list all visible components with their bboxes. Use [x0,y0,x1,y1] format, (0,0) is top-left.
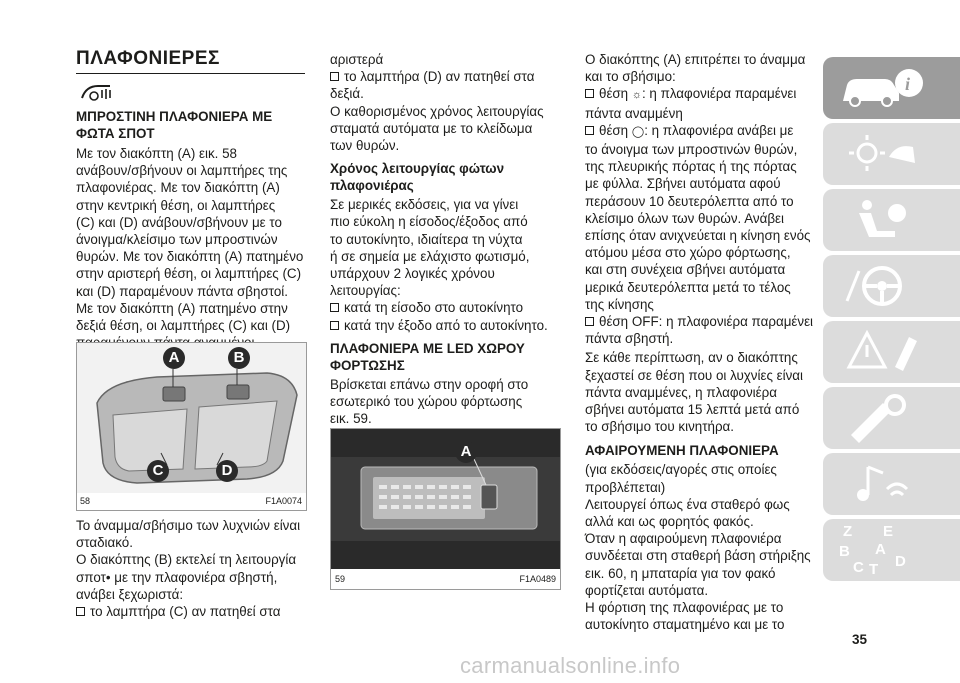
figure-code: F1A0489 [519,574,556,584]
text-line: κλείσιμο όλων των θυρών. Ανάβει [585,210,784,226]
text-line: μερικά δευτερόλεπτα μετά το τέλος [585,279,791,295]
text-line: Λειτουργεί όπως ένα σταθερό φως [585,496,790,512]
figure-code: F1A0074 [265,496,302,506]
callout-b: B [228,347,250,369]
index-letter: E [883,523,894,540]
multimedia-icon [837,459,927,509]
text-line: λειτουργίας: [330,283,401,299]
index-letter: C [853,559,864,576]
text-line: Ο καθορισμένος χρόνος λειτουργίας [330,103,544,119]
text-line: συνδέεται στη σταθερή βάση στήριξης [585,548,811,564]
bullet-item: το λαμπτήρα (D) αν πατηθεί στα [330,68,562,85]
figure-number: 58 [80,496,91,506]
bullet-prefix: θέση [599,122,629,138]
index-letter: Z [843,523,853,540]
text-line: το άνοιγμα των μπροστινών θυρών, [585,142,798,158]
text-line: άνοιγμα/κλείσιμο των μπροστινών [76,232,278,248]
figure-58-front-ceiling-light [76,342,307,511]
index-letter: D [895,553,906,570]
title-rule [76,73,305,74]
text-line: ή σε σημεία με ελάχιστο φωτισμό, [330,248,530,264]
text-line: της κίνησης [585,296,654,312]
text-line: στην κεντρική θέση, οι λαμπτήρες [76,197,276,213]
index-letters-icon [839,521,919,579]
bullet-item [585,85,819,104]
page-title: ΠΛΑΦΟΝΙΕΡΕΣ [76,48,220,69]
watermark: carmanualsonline.info [460,653,681,678]
always-on-icon: ☼ [631,89,642,102]
steering-wheel-icon [837,261,927,311]
tab-maintenance[interactable] [823,387,960,449]
door-open-icon: ◯ [631,125,645,138]
text-line: πάντα αναμμένη [585,105,683,121]
svg-text:i: i [905,74,911,94]
text-line: και το σβήσιμο: [585,69,676,85]
text-line: σποτ• με την πλαφονιέρα σβηστή, [76,569,278,585]
text-line: προβλέπεται) [585,479,666,495]
tab-steering-wheel[interactable] [823,255,960,317]
bullet-prefix: θέση [599,86,629,102]
interior-light-icon [80,82,114,107]
text-line: δεξιά. [330,86,364,102]
text-line: θυρών. Με τον διακόπτη (A) πατημένο [76,249,304,265]
text-line: εικ. 59. [330,411,372,427]
warning-tools-icon [837,327,927,377]
text-line: Σε κάθε περίπτωση, αν ο διακόπτης [585,350,798,366]
tab-car-info[interactable] [823,57,960,119]
text-line: περάσουν 10 δευτερόλεπτα από το [585,193,794,209]
text-line: (C) και (D) ανάβουν/σβήνουν με το [76,214,282,230]
text-line: Το άναμμα/σβήσιμο των λυχνιών είναι [76,518,301,533]
airbag-seat-icon [837,195,927,245]
dashboard-lights-icon [837,129,927,179]
text-line: Βρίσκεται επάνω στην οροφή στο [330,376,529,392]
text-line: υπάρχουν 2 λογικές χρόνου [330,266,495,282]
text-line: με φύλλα. Σβήνει αυτόματα αφού [585,176,781,192]
section-heading: Χρόνος λειτουργίας φώτων πλαφονιέρας [330,161,505,194]
text-line: ατόμου μέσα στο χώρο φόρτωσης, [585,245,791,261]
text-line: Ο διακόπτης (A) επιτρέπει το άναμμα [585,52,806,67]
text-line: και στη συνέχεια σβήνει αυτόματα [585,262,786,278]
text-line: εικ. 60, η μπαταρία για τον φακό [585,565,776,581]
text-line: Όταν η αφαιρούμενη πλαφονιέρα [585,531,782,547]
text-line: πάντα σβηστή. [585,331,674,347]
text-line: αλλά και ως φορητός φακός. [585,514,754,530]
bullet-item: το λαμπτήρα (C) αν πατηθεί στα [76,603,308,620]
tab-warning-tools[interactable] [823,321,960,383]
figure-59-led-cargo-light [330,428,561,590]
tab-airbag-seat[interactable] [823,189,960,251]
text-line: αυτοκίνητο σταματημένο και με το [585,617,785,633]
bullet-text: : η πλαφονιέρα ανάβει με [644,122,794,138]
text-line: σταματά αυτόματα με το κλείδωμα [330,120,533,136]
tab-dashboard-lights[interactable] [823,123,960,185]
bullet-text: : η πλαφονιέρα παραμένει [641,86,797,102]
bullet-item: θέση OFF: η πλαφονιέρα παραμένει [585,313,819,330]
bullet-item: κατά τη είσοδο στο αυτοκίνητο [330,299,562,316]
car-info-icon [837,63,927,113]
page-number: 35 [852,632,868,647]
index-letter: B [839,543,850,560]
tab-multimedia[interactable] [823,453,960,515]
text-line: (για εκδόσεις/αγορές στις οποίες [585,462,777,478]
text-line: το σβήσιμο του κινητήρα. [585,419,735,435]
figure-number: 59 [335,574,346,584]
text-line: σταδιακό. [76,535,133,551]
section-heading: ΑΦΑΙΡΟΥΜΕΝΗ ΠΛΑΦΟΝΙΕΡΑ [585,443,779,459]
text-line: το αυτοκίνητο, ιδιαίτερα τη νύχτα [330,231,523,247]
section-heading: ΠΛΑΦΟΝΙΕΡΑ ΜΕ LED ΧΩΡΟΥ ΦΟΡΤΩΣΗΣ [330,340,525,373]
text-line: και (D) παραμένουν πάντα σβηστοί. [76,283,288,299]
text-line: δεξιά θέση, οι λαμπτήρες (C) και (D) [76,318,291,334]
text-line: Η φόρτιση της πλαφονιέρας με το [585,600,784,616]
section-heading: ΜΠΡΟΣΤΙΝΗ ΠΛΑΦΟΝΙΕΡΑ ΜΕ ΦΩΤΑ ΣΠΟΤ [76,109,273,141]
text-line: πλαφονιέρας. Με τον διακόπτη (A) [76,180,280,196]
tab-index[interactable] [823,519,960,581]
index-letter: A [875,541,886,558]
maintenance-icon [837,393,927,443]
text-line: Ο διακόπτης (B) εκτελεί τη λειτουργία [76,552,297,568]
bullet-item [585,122,819,141]
text-line: των θυρών. [330,138,400,154]
text-line: Σε μερικές εκδόσεις, για να γίνει [330,197,519,213]
bullet-item: κατά την έξοδο από το αυτοκίνητο. [330,317,562,334]
text-line: ανάβουν/σβήνουν οι λαμπτήρες της [76,163,288,179]
callout-d: D [216,460,238,482]
text-line: εσωτερικό του χώρου φόρτωσης [330,394,523,410]
callout-a: A [455,441,477,463]
callout-a: A [163,347,185,369]
text-line: επίσης όταν ανιχνεύεται η κίνηση ενός [585,228,811,244]
text-line: ανάβει ξεχωριστά: [76,586,184,602]
index-letter: T [869,561,879,578]
text-line: Με τον διακόπτη (A) εικ. 58 [76,146,238,161]
text-line: ξεχαστεί σε θέση που οι λυχνίες είναι [585,367,803,383]
text-line: αριστερά [330,52,384,67]
text-line: φορτίζεται αυτόματα. [585,582,709,598]
text-line: σβήνει αυτόματα 15 λεπτά μετά από [585,402,800,418]
text-line: πάντα αναμμένες, η πλαφονιέρα [585,384,777,400]
text-line: στην αριστερή θέση, οι λαμπτήρες (C) [76,266,302,282]
text-line: της πλευρικής πόρτας ή της πόρτας [585,159,797,175]
text-line: πιο εύκολη η είσοδος/έξοδος από [330,214,528,230]
text-line: Με τον διακόπτη (A) πατημένο στην [76,300,288,316]
callout-c: C [147,460,169,482]
